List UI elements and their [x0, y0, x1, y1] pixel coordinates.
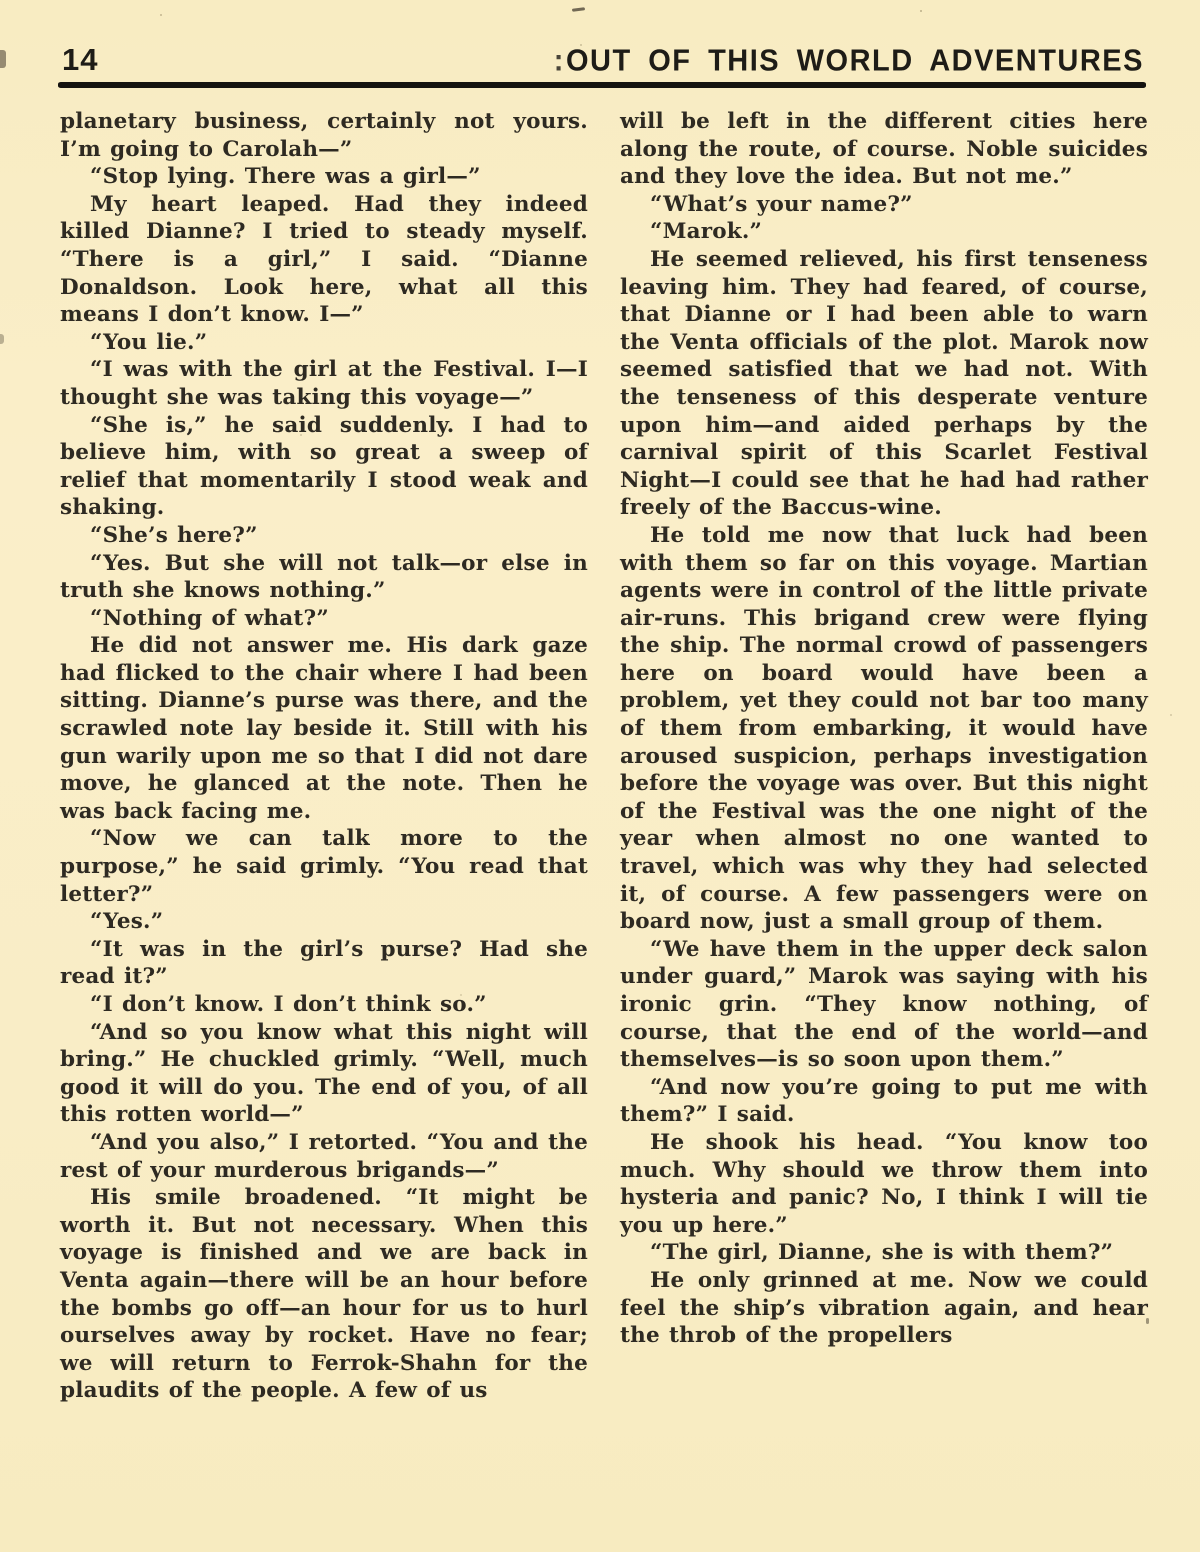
header-rule — [58, 82, 1146, 88]
paragraph: “You lie.” — [90, 329, 208, 355]
paragraph: “We have them in the upper deck salon under guard,” Marok was saying with his ironic grin. “They know nothing, of course, that the end of the world—and themselves—is so soon upon them.” — [620, 936, 1148, 1073]
paragraph: “The girl, Dianne, she is with them?” — [650, 1240, 1114, 1266]
right-column — [620, 108, 1148, 1350]
paragraph: “And now you’re going to put me with them?” I said. — [620, 1074, 1148, 1128]
ink-artifact: : — [553, 44, 565, 78]
running-title-text: OUT OF THIS WORLD ADVENTURES — [565, 44, 1144, 78]
paragraph: “And so you know what this night will bring.” He chuckled grimly. “Well, much good it will do you. The end of you, of all this rotten world—” — [60, 1019, 588, 1128]
ink-speck — [0, 334, 4, 344]
paragraph: His smile broadened. “It might be worth it. But not necessary. When this voyage is finished and we are back in Venta again—there will be an hour before the bombs go off—an hour for us to hurl ourselves away by rocket. Have no fear; we will return to Ferrok-Shahn for the plaudits of the people. A few of us — [60, 1185, 588, 1404]
running-title — [554, 44, 1144, 78]
page-number: 14 — [62, 42, 99, 77]
paragraph: He told me now that luck had been with them so far on this voyage. Martian agents were in control of the little private air-runs. This brigand crew were flying the ship. The normal crowd of passengers here on board would have been a problem, yet they could not bar too many of them from embarking, it would have aroused suspicion, perhaps investigation before the voyage was over. But this night of the Festival was the one night of the year when almost no one wanted to travel, which was why they had selected it, of course. A few passengers were on board now, just a small group of them. — [620, 522, 1148, 935]
paragraph: “I was with the girl at the Festival. I—I thought she was taking this voyage—” — [60, 357, 588, 410]
paragraph: “And you also,” I retorted. “You and the rest of your murderous brigands—” — [60, 1129, 588, 1183]
paragraph: “Yes.” — [90, 909, 164, 935]
paragraph: will be left in the different cities here along the route, of course. Noble suicides and they love the idea. But not me.” — [620, 109, 1148, 190]
paragraph: “I don’t know. I don’t think so.” — [90, 992, 487, 1017]
paragraph: “She’s here?” — [90, 522, 258, 548]
page-header — [62, 42, 1144, 78]
ink-speck — [0, 50, 6, 68]
paper-noise — [160, 14, 162, 16]
paragraph: “Now we can talk more to the purpose,” he said grimly. “You read that letter?” — [60, 826, 588, 907]
paragraph: “Marok.” — [650, 219, 763, 245]
paragraph: “It was in the girl’s purse? Had she read it?” — [60, 936, 588, 990]
paragraph: My heart leaped. Had they indeed killed Dianne? I tried to steady myself. “There is a girl,” I said. “Dianne Donaldson. Look here, what all this means I don’t know. I—” — [60, 191, 588, 328]
paragraph: He seemed relieved, his first tenseness leaving him. They had feared, of course, that Dianne or I had been able to warn the Venta officials of the plot. Marok now seemed satisfied that we had not. With the tenseness of this desperate venture upon him—and aided perhaps by the carnival spirit of this Scarlet Festival Night—I could see that he had had rather freely of the Baccus-wine. — [620, 246, 1148, 521]
paragraph: He did not answer me. His dark gaze had flicked to the chair where I had been sitting. Dianne’s purse was there, and the scrawled note lay beside it. Still with his gun warily upon me so that I did not dare move, he glanced at the note. Then he was back facing me. — [60, 633, 588, 824]
ink-speck — [572, 7, 585, 12]
paragraph: “What’s your name?” — [650, 191, 913, 217]
paragraph: “Yes. But she will not talk—or else in truth she knows nothing.” — [60, 550, 588, 604]
paragraph: planetary business, certainly not yours. I’m going to Carolah—” — [60, 109, 588, 162]
paragraph: He only grinned at me. Now we could feel the ship’s vibration again, and hear the throb of the propellers — [620, 1267, 1148, 1349]
paragraph: He shook his head. “You know too much. Why should we throw them into hysteria and panic? No, I think I will tie you up here.” — [620, 1129, 1148, 1238]
paragraph: “She is,” he said suddenly. I had to believe him, with so great a sweep of relief that momentarily I stood weak and shaking. — [60, 412, 588, 521]
paragraph: “Stop lying. There was a girl—” — [90, 164, 481, 190]
paragraph: “Nothing of what?” — [90, 605, 329, 631]
left-column — [60, 108, 588, 1405]
